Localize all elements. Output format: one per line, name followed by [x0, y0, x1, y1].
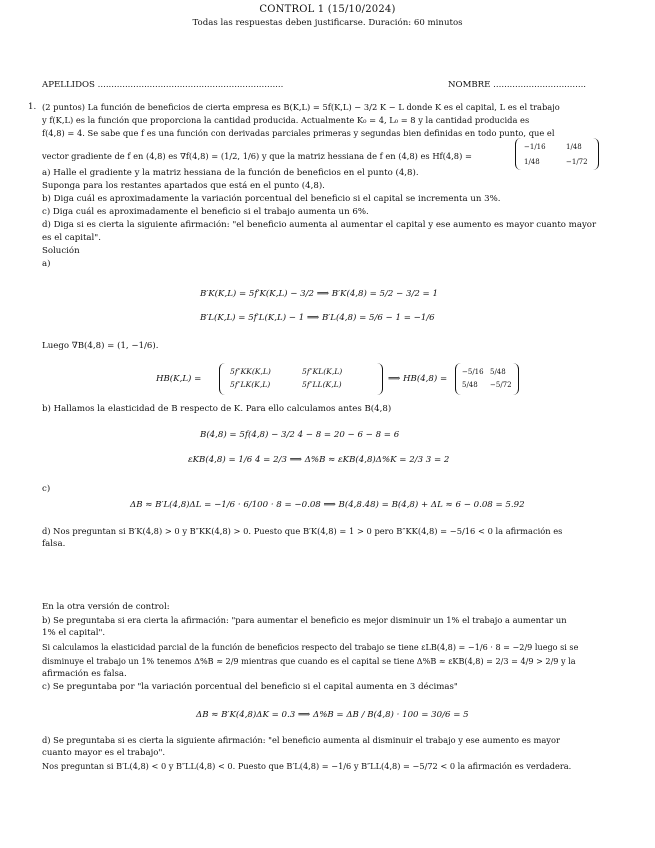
hessian-f-11: −1/16 [524, 143, 546, 151]
solution-b-eq-1: B(4,8) = 5f(4,8) − 3/2 4 − 8 = 20 − 6 − 8 = 6 [200, 430, 400, 440]
solution-a-gradient: Luego ∇B(4,8) = (1, −1/6). [42, 341, 159, 351]
hessian-f-12: 1/48 [566, 143, 582, 151]
item-b: b) Diga cuál es aproximadamente la variación porcentual del beneficio si el capital se incrementa un 3%. [42, 194, 501, 204]
solution-a-hessian-lhs: HB(K,L) = [156, 374, 202, 384]
solution-a-hessian-mid: ⟹ HB(4,8) = [388, 374, 448, 384]
solution-b-text: b) Hallamos la elasticidad de B respecto de K. Para ello calculamos antes B(4,8) [42, 404, 392, 414]
problem-line-4: vector gradiente de f en (4,8) es ∇f(4,8) = (1/2, 1/6) y que la matriz hessiana de f en (4,8) es Hf(4,8) = [42, 151, 472, 161]
solution-c-eq: ΔB ≈ B′L(4,8)ΔL = −1/6 · 6/100 · 8 = −0.08 ⟹ B(4,8.48) = B(4,8) + ΔL ≈ 6 − 0.08 = 5.92 [130, 500, 525, 510]
other-version-intro: En la otra versión de control: [42, 602, 170, 612]
hessian-b-ll: 5f″LL(K,L) [302, 380, 342, 389]
problem-line-2: y f(K,L) es la función que proporciona la cantidad producida. Actualmente K₀ = 4, L₀ = 8 y la cantidad producida es [42, 115, 530, 125]
other-c-eq: ΔB ≈ B′K(4,8)ΔK = 0.3 ⟹ Δ%B = ΔB / B(4,8) · 100 = 30/6 = 5 [196, 710, 469, 720]
solution-d-line-2: falsa. [42, 539, 66, 549]
item-a: a) Halle el gradiente y la matriz hessiana de la función de beneficios en el punto (4,8). [42, 168, 419, 178]
hessian-b-kl: 5f″KL(K,L) [302, 367, 343, 376]
hessian-b-lk: 5f″LK(K,L) [230, 380, 271, 389]
other-b-line-5: afirmación es falsa. [42, 669, 127, 679]
other-b-line-4: disminuye el trabajo un 1% tenemos Δ%B ≈ 2/9 mientras que cuando es el capital se tiene Δ%B ≈ εKB(4,8) = 2/3 = 4/9 > 2/9 y la [42, 656, 576, 666]
hessian-b-val-11: −5/16 [462, 368, 484, 376]
name-field: NOMBRE .................................. [448, 80, 587, 90]
item-d-line-2: es el capital". [42, 233, 101, 243]
solution-a-eq-1: B′K(K,L) = 5f′K(K,L) − 3/2 ⟹ B′K(4,8) = 5/2 − 3/2 = 1 [200, 289, 438, 299]
other-d-line-2: cuanto mayor es el trabajo". [42, 748, 166, 758]
exam-title: CONTROL 1 (15/10/2024) [259, 4, 396, 15]
other-d-line-1: d) Se preguntaba si es cierta la siguiente afirmación: "el beneficio aumenta al disminuir el trabajo y ese aumento es mayor [42, 735, 560, 745]
solution-a-label: a) [42, 259, 51, 269]
solution-heading: Solución [42, 246, 80, 256]
hessian-f-21: 1/48 [524, 158, 540, 166]
hessian-f-22: −1/72 [566, 158, 588, 166]
solution-c-label: c) [42, 484, 51, 494]
problem-line-1: (2 puntos) La función de beneficios de cierta empresa es B(K,L) = 5f(K,L) − 3/2 K − L donde K es el capital, L es el trabajo [42, 102, 560, 112]
other-b-line-3: Si calculamos la elasticidad parcial de la función de beneficios respecto del trabajo se tiene εLB(4,8) = −1/6 · 8 = −2/9 luego si se [42, 642, 579, 652]
surname-field: APELLIDOS .................................................................... [42, 80, 284, 90]
other-b-line-2: 1% el capital". [42, 628, 106, 638]
hessian-b-val-12: 5/48 [490, 368, 506, 376]
solution-d-line-1: d) Nos preguntan si B′K(4,8) > 0 y B″KK(4,8) > 0. Puesto que B′K(4,8) = 1 > 0 pero B″KK(4,8) = −5/16 < 0 la afirmación es [42, 526, 563, 536]
exam-subtitle: Todas las respuestas deben justificarse. Duración: 60 minutos [192, 18, 463, 28]
hessian-b-val-21: 5/48 [462, 381, 478, 389]
problem-line-3: f(4,8) = 4. Se sabe que f es una función con derivadas parciales primeras y segundas bien definidas en todo punto, que el [42, 128, 555, 138]
item-assumption: Suponga para los restantes apartados que está en el punto (4,8). [42, 181, 325, 191]
item-c: c) Diga cuál es aproximadamente el beneficio si el trabajo aumenta un 6%. [42, 207, 369, 217]
problem-number: 1. [28, 102, 37, 112]
hessian-b-val-22: −5/72 [490, 381, 512, 389]
solution-b-eq-2: εKB(4,8) = 1/6 4 = 2/3 ⟹ Δ%B ≈ εKB(4,8)Δ%K = 2/3 3 = 2 [188, 455, 450, 465]
item-d-line-1: d) Diga si es cierta la siguiente afirmación: "el beneficio aumenta al aumentar el capital y ese aumento es mayor cuanto mayor [42, 220, 597, 230]
other-c-line: c) Se preguntaba por "la variación porcentual del beneficio si el capital aumenta en 3 décimas" [42, 682, 458, 692]
hessian-b-kk: 5f″KK(K,L) [230, 367, 271, 376]
other-b-line-1: b) Se preguntaba si era cierta la afirmación: "para aumentar el beneficio es mejor disminuir un 1% el trabajo a aumentar un [42, 615, 567, 625]
solution-a-eq-2: B′L(K,L) = 5f′L(K,L) − 1 ⟹ B′L(4,8) = 5/6 − 1 = −1/6 [200, 313, 435, 323]
other-d-line-3: Nos preguntan si B′L(4,8) < 0 y B″LL(4,8) < 0. Puesto que B′L(4,8) = −1/6 y B″LL(4,8) = −5/72 < 0 la afirmación es verdadera. [42, 761, 572, 771]
